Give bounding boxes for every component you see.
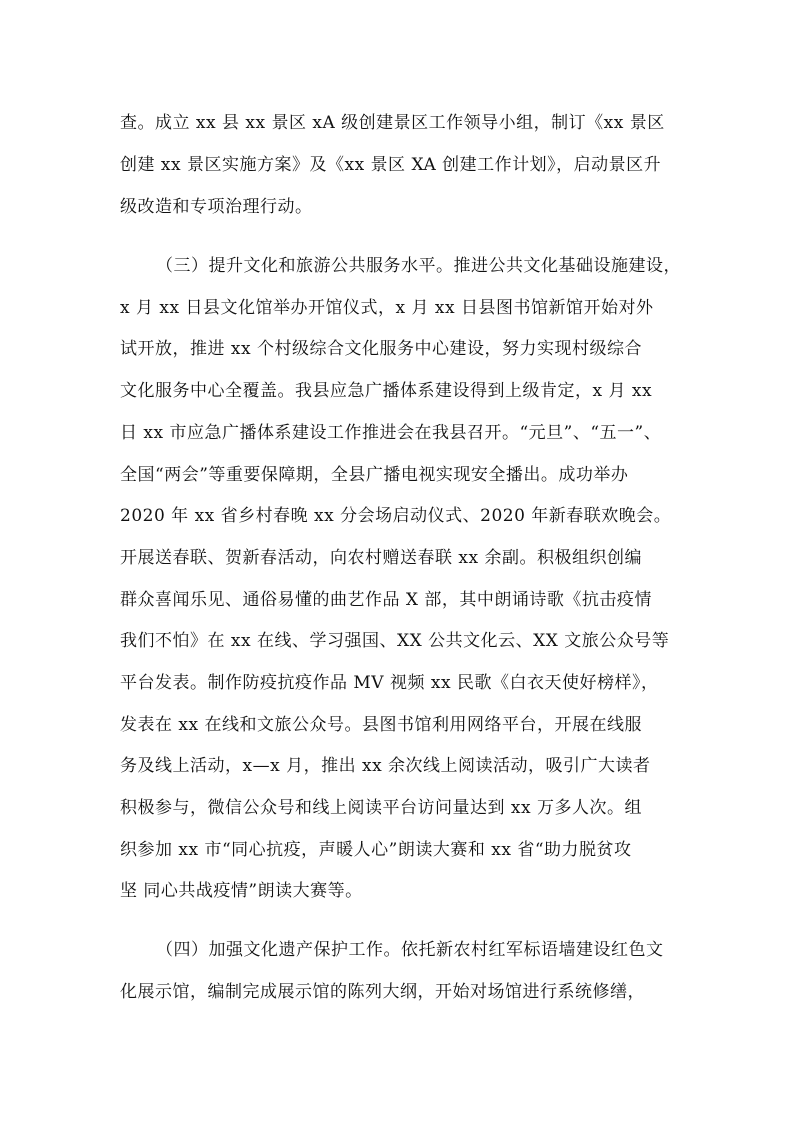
paragraph-1-line-3: 级改造和专项治理行动。 xyxy=(120,197,313,217)
paragraph-2-line-14: 积极参与，微信公众号和线上阅读平台访问量达到 xx 万多人次。组 xyxy=(120,798,642,818)
paragraph-3-line-1: （四）加强文化遗产保护工作。依托新农村红军标语墙建设红色文 xyxy=(156,940,664,960)
paragraph-2-line-16: 坚 同心共战疫情”朗读大赛等。 xyxy=(120,881,363,901)
paragraph-1-line-1: 查。成立 xx 县 xx 景区 xA 级创建景区工作领导小组，制订《xx 景区 xyxy=(120,113,665,133)
paragraph-2-line-10: 我们不怕》在 xx 在线、学习强国、XX 公共文化云、XX 文旅公众号等 xyxy=(120,631,670,651)
paragraph-2-line-13: 务及线上活动，x—x 月，推出 xx 余次线上阅读活动，吸引广大读者 xyxy=(120,756,651,776)
paragraph-2-line-5: 日 xx 市应急广播体系建设工作推进会在我县召开。“元旦”、“五一”、 xyxy=(120,423,662,443)
paragraph-2-line-12: 发表在 xx 在线和文旅公众号。县图书馆利用网络平台，开展在线服 xyxy=(120,715,642,735)
paragraph-2-line-1: （三）提升文化和旅游公共服务水平。推进公共文化基础设施建设， xyxy=(156,256,681,276)
paragraph-2-line-9: 群众喜闻乐见、通俗易懂的曲艺作品 X 部，其中朗诵诗歌《抗击疫情 xyxy=(120,590,652,610)
paragraph-2-line-7: 2020 年 xx 省乡村春晚 xx 分会场启动仪式、2020 年新春联欢晚会。 xyxy=(120,506,672,526)
paragraph-3-line-2: 化展示馆，编制完成展示馆的陈列大纲，开始对场馆进行系统修缮， xyxy=(120,982,645,1002)
paragraph-2-line-8: 开展送春联、贺新春活动，向农村赠送春联 xx 余副。积极组织创编 xyxy=(120,548,642,568)
paragraph-2-line-11: 平台发表。制作防疫抗疫作品 MV 视频 xx 民歌《白衣天使好榜样》， xyxy=(120,673,659,693)
paragraph-2-line-6: 全国“两会”等重要保障期，全县广播电视实现安全播出。成功举办 xyxy=(120,465,629,485)
paragraph-2-line-2: x 月 xx 日县文化馆举办开馆仪式，x 月 xx 日县图书馆新馆开始对外 xyxy=(120,298,654,318)
paragraph-2-line-3: 试开放，推进 xx 个村级综合文化服务中心建设，努力实现村级综合 xyxy=(120,339,642,359)
paragraph-2-line-4: 文化服务中心全覆盖。我县应急广播体系建设得到上级肯定，x 月 xx xyxy=(120,381,653,401)
paragraph-2-line-15: 织参加 xx 市“同心抗疫，声暖人心”朗读大赛和 xx 省“助力脱贫攻 xyxy=(120,840,632,860)
paragraph-1-line-2: 创建 xx 景区实施方案》及《xx 景区 XA 创建工作计划》，启动景区升 xyxy=(120,155,662,175)
